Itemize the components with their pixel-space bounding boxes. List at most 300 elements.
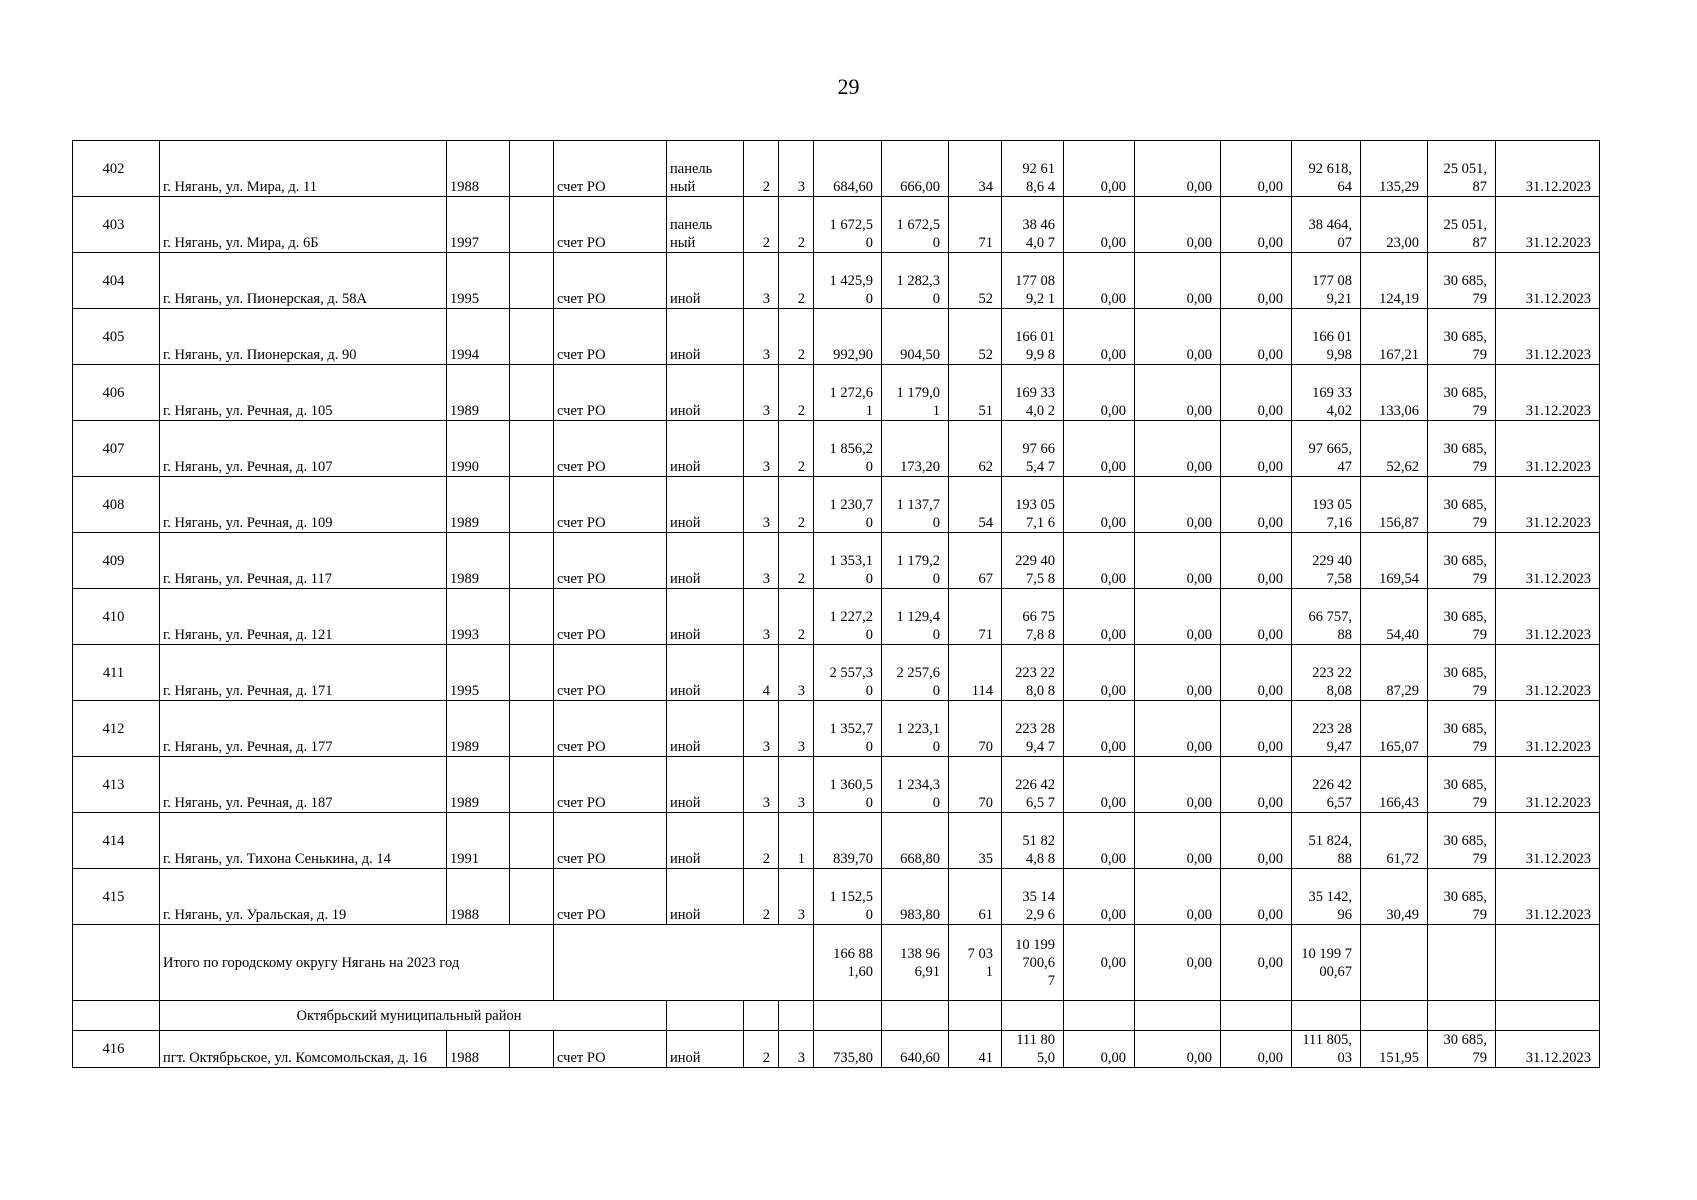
empty-cell: [510, 701, 554, 757]
year: 1988: [447, 141, 510, 197]
cost-municipal: 0,00: [1221, 1031, 1292, 1068]
empty-cell: [510, 813, 554, 869]
wall-material: иной: [667, 1031, 744, 1068]
address: г. Нягань, ул. Речная, д. 117: [160, 533, 447, 589]
cost-per-sqm: 30,49: [1361, 869, 1428, 925]
empty-cell: [744, 1001, 779, 1031]
wall-material: иной: [667, 365, 744, 421]
cost-owners: 229 407,58: [1292, 533, 1361, 589]
area-living: 983,80: [882, 869, 949, 925]
wall-material: иной: [667, 589, 744, 645]
residents: 34: [949, 141, 1002, 197]
cost-total: 97 665,4 7: [1002, 421, 1064, 477]
total-residents: 7 031: [949, 925, 1002, 1001]
table-row: [73, 141, 1600, 197]
address: г. Нягань, ул. Речная, д. 171: [160, 645, 447, 701]
area-total: 1 152,50: [814, 869, 882, 925]
cost-fund: 0,00: [1064, 197, 1135, 253]
address: г. Нягань, ул. Речная, д. 107: [160, 421, 447, 477]
cost-fund: 0,00: [1064, 141, 1135, 197]
row-number: 411: [73, 645, 160, 701]
empty-cell: [1002, 1001, 1064, 1031]
empty-cell: [510, 197, 554, 253]
completion-date: 31.12.2023: [1496, 1031, 1600, 1068]
year: 1989: [447, 757, 510, 813]
cost-limit: 30 685,79: [1428, 309, 1496, 365]
entrances: 2: [779, 365, 814, 421]
row-number: 410: [73, 589, 160, 645]
empty-cell: [510, 141, 554, 197]
cost-owners: 38 464,07: [1292, 197, 1361, 253]
area-total: 735,80: [814, 1031, 882, 1068]
wall-material: панель ный: [667, 141, 744, 197]
area-total: 2 557,30: [814, 645, 882, 701]
cost-owners: 111 805,03: [1292, 1031, 1361, 1068]
empty-cell: [73, 925, 160, 1001]
area-living: 1 179,20: [882, 533, 949, 589]
year: 1994: [447, 309, 510, 365]
entrances: 2: [779, 589, 814, 645]
address: г. Нягань, ул. Речная, д. 187: [160, 757, 447, 813]
cost-municipal: 0,00: [1221, 813, 1292, 869]
page-number: 29: [837, 74, 860, 99]
row-number: 406: [73, 365, 160, 421]
cost-municipal: 0,00: [1221, 365, 1292, 421]
empty-cell: [1361, 1001, 1428, 1031]
total-area: 166 881,60: [814, 925, 882, 1001]
cost-total: 223 289,4 7: [1002, 701, 1064, 757]
address: г. Нягань, ул. Речная, д. 177: [160, 701, 447, 757]
cost-regional: 0,00: [1135, 309, 1221, 365]
cost-owners: 223 228,08: [1292, 645, 1361, 701]
wall-material: иной: [667, 869, 744, 925]
area-total: 684,60: [814, 141, 882, 197]
cost-per-sqm: 133,06: [1361, 365, 1428, 421]
empty-cell: [949, 1001, 1002, 1031]
cost-limit: 25 051,87: [1428, 197, 1496, 253]
empty-cell: [510, 645, 554, 701]
empty-cell: [510, 869, 554, 925]
cost-municipal: 0,00: [1221, 197, 1292, 253]
total-cost-fund: 0,00: [1064, 925, 1135, 1001]
floors: 2: [744, 141, 779, 197]
cost-fund: 0,00: [1064, 309, 1135, 365]
cost-total: 166 019,9 8: [1002, 309, 1064, 365]
cost-regional: 0,00: [1135, 197, 1221, 253]
area-total: 1 230,70: [814, 477, 882, 533]
table-row: [73, 701, 1600, 757]
address: пгт. Октябрьское, ул. Комсомольская, д. 16: [160, 1031, 447, 1068]
cost-total: 169 334,0 2: [1002, 365, 1064, 421]
year: 1990: [447, 421, 510, 477]
empty-cell: [1221, 1001, 1292, 1031]
account-type: счет РО: [554, 141, 667, 197]
cost-regional: 0,00: [1135, 701, 1221, 757]
cost-limit: 30 685,79: [1428, 533, 1496, 589]
year: 1995: [447, 253, 510, 309]
table-row: [73, 813, 1600, 869]
cost-regional: 0,00: [1135, 869, 1221, 925]
residents: 71: [949, 197, 1002, 253]
row-number: 414: [73, 813, 160, 869]
cost-per-sqm: 135,29: [1361, 141, 1428, 197]
cost-fund: 0,00: [1064, 477, 1135, 533]
cost-regional: 0,00: [1135, 477, 1221, 533]
year: 1997: [447, 197, 510, 253]
row-number: 404: [73, 253, 160, 309]
wall-material: иной: [667, 645, 744, 701]
wall-material: иной: [667, 253, 744, 309]
row-number: 408: [73, 477, 160, 533]
account-type: счет РО: [554, 197, 667, 253]
wall-material: иной: [667, 701, 744, 757]
area-living: 904,50: [882, 309, 949, 365]
table-row: [73, 869, 1600, 925]
row-number: 407: [73, 421, 160, 477]
row-number: 416: [73, 1031, 160, 1068]
cost-per-sqm: 61,72: [1361, 813, 1428, 869]
floors: 2: [744, 197, 779, 253]
floors: 3: [744, 533, 779, 589]
floors: 3: [744, 477, 779, 533]
area-total: 1 227,20: [814, 589, 882, 645]
completion-date: 31.12.2023: [1496, 141, 1600, 197]
cost-limit: 25 051,87: [1428, 141, 1496, 197]
entrances: 2: [779, 477, 814, 533]
area-total: 992,90: [814, 309, 882, 365]
total-row: [73, 925, 1600, 1001]
cost-municipal: 0,00: [1221, 757, 1292, 813]
table-row: [73, 309, 1600, 365]
residents: 71: [949, 589, 1002, 645]
cost-owners: 92 618,64: [1292, 141, 1361, 197]
year: 1993: [447, 589, 510, 645]
cost-total: 229 407,5 8: [1002, 533, 1064, 589]
cost-regional: 0,00: [1135, 645, 1221, 701]
completion-date: 31.12.2023: [1496, 589, 1600, 645]
row-number: 405: [73, 309, 160, 365]
cost-total: 38 464,0 7: [1002, 197, 1064, 253]
account-type: счет РО: [554, 477, 667, 533]
table-row: [73, 645, 1600, 701]
completion-date: 31.12.2023: [1496, 533, 1600, 589]
area-total: 1 360,50: [814, 757, 882, 813]
floors: 4: [744, 645, 779, 701]
entrances: 1: [779, 813, 814, 869]
cost-municipal: 0,00: [1221, 141, 1292, 197]
floors: 3: [744, 365, 779, 421]
cost-regional: 0,00: [1135, 141, 1221, 197]
floors: 2: [744, 869, 779, 925]
empty-cell: [1496, 1001, 1600, 1031]
cost-municipal: 0,00: [1221, 421, 1292, 477]
district-row: [73, 1001, 1600, 1031]
address: г. Нягань, ул. Мира, д. 6Б: [160, 197, 447, 253]
table-row: [73, 1031, 1600, 1068]
cost-fund: 0,00: [1064, 365, 1135, 421]
empty-cell: [510, 477, 554, 533]
account-type: счет РО: [554, 309, 667, 365]
cost-per-sqm: 54,40: [1361, 589, 1428, 645]
completion-date: 31.12.2023: [1496, 645, 1600, 701]
cost-total: 35 142,9 6: [1002, 869, 1064, 925]
total-cost-regional: 0,00: [1135, 925, 1221, 1001]
cost-municipal: 0,00: [1221, 309, 1292, 365]
cost-limit: 30 685,79: [1428, 253, 1496, 309]
year: 1989: [447, 533, 510, 589]
empty-cell: [1428, 925, 1496, 1001]
cost-total: 226 426,5 7: [1002, 757, 1064, 813]
cost-owners: 177 089,21: [1292, 253, 1361, 309]
cost-per-sqm: 23,00: [1361, 197, 1428, 253]
floors: 2: [744, 1031, 779, 1068]
empty-cell: [1496, 925, 1600, 1001]
address: г. Нягань, ул. Уральская, д. 19: [160, 869, 447, 925]
year: 1988: [447, 1031, 510, 1068]
residents: 61: [949, 869, 1002, 925]
area-total: 839,70: [814, 813, 882, 869]
cost-fund: 0,00: [1064, 869, 1135, 925]
completion-date: 31.12.2023: [1496, 365, 1600, 421]
total-area-living: 138 966,91: [882, 925, 949, 1001]
wall-material: панель ный: [667, 197, 744, 253]
entrances: 3: [779, 869, 814, 925]
completion-date: 31.12.2023: [1496, 813, 1600, 869]
entrances: 2: [779, 421, 814, 477]
cost-limit: 30 685,79: [1428, 365, 1496, 421]
completion-date: 31.12.2023: [1496, 309, 1600, 365]
completion-date: 31.12.2023: [1496, 421, 1600, 477]
area-living: 1 137,70: [882, 477, 949, 533]
area-total: 1 272,61: [814, 365, 882, 421]
cost-per-sqm: 169,54: [1361, 533, 1428, 589]
account-type: счет РО: [554, 869, 667, 925]
year: 1991: [447, 813, 510, 869]
cost-regional: 0,00: [1135, 253, 1221, 309]
residents: 54: [949, 477, 1002, 533]
area-living: 1 282,30: [882, 253, 949, 309]
area-total: 1 352,70: [814, 701, 882, 757]
cost-total: 193 057,1 6: [1002, 477, 1064, 533]
table-row: [73, 477, 1600, 533]
empty-cell: [510, 309, 554, 365]
entrances: 3: [779, 757, 814, 813]
cost-regional: 0,00: [1135, 421, 1221, 477]
housing-register-table: [72, 140, 1600, 1068]
entrances: 3: [779, 1031, 814, 1068]
residents: 67: [949, 533, 1002, 589]
cost-limit: 30 685,79: [1428, 701, 1496, 757]
empty-cell: [779, 1001, 814, 1031]
row-number: 402: [73, 141, 160, 197]
area-total: 1 856,20: [814, 421, 882, 477]
address: г. Нягань, ул. Речная, д. 105: [160, 365, 447, 421]
row-number: 415: [73, 869, 160, 925]
floors: 3: [744, 421, 779, 477]
cost-fund: 0,00: [1064, 813, 1135, 869]
cost-per-sqm: 167,21: [1361, 309, 1428, 365]
area-living: 1 672,50: [882, 197, 949, 253]
cost-fund: 0,00: [1064, 589, 1135, 645]
residents: 62: [949, 421, 1002, 477]
area-living: 1 129,40: [882, 589, 949, 645]
account-type: счет РО: [554, 1031, 667, 1068]
row-number: 412: [73, 701, 160, 757]
completion-date: 31.12.2023: [1496, 869, 1600, 925]
cost-total: 51 824,8 8: [1002, 813, 1064, 869]
cost-per-sqm: 124,19: [1361, 253, 1428, 309]
cost-fund: 0,00: [1064, 533, 1135, 589]
area-living: 640,60: [882, 1031, 949, 1068]
cost-fund: 0,00: [1064, 701, 1135, 757]
empty-cell: [554, 925, 814, 1001]
empty-cell: [510, 421, 554, 477]
account-type: счет РО: [554, 421, 667, 477]
table-row: [73, 197, 1600, 253]
cost-regional: 0,00: [1135, 589, 1221, 645]
area-total: 1 353,10: [814, 533, 882, 589]
cost-fund: 0,00: [1064, 757, 1135, 813]
total-cost-municipal: 0,00: [1221, 925, 1292, 1001]
cost-limit: 30 685,79: [1428, 813, 1496, 869]
cost-per-sqm: 52,62: [1361, 421, 1428, 477]
cost-regional: 0,00: [1135, 757, 1221, 813]
cost-owners: 193 057,16: [1292, 477, 1361, 533]
account-type: счет РО: [554, 253, 667, 309]
account-type: счет РО: [554, 589, 667, 645]
cost-owners: 166 019,98: [1292, 309, 1361, 365]
cost-limit: 30 685,79: [1428, 869, 1496, 925]
cost-limit: 30 685,79: [1428, 1031, 1496, 1068]
cost-limit: 30 685,79: [1428, 645, 1496, 701]
empty-cell: [1361, 925, 1428, 1001]
residents: 41: [949, 1031, 1002, 1068]
account-type: счет РО: [554, 701, 667, 757]
cost-municipal: 0,00: [1221, 477, 1292, 533]
cost-municipal: 0,00: [1221, 589, 1292, 645]
entrances: 2: [779, 309, 814, 365]
floors: 3: [744, 253, 779, 309]
cost-total: 223 228,0 8: [1002, 645, 1064, 701]
cost-limit: 30 685,79: [1428, 477, 1496, 533]
wall-material: иной: [667, 477, 744, 533]
cost-per-sqm: 156,87: [1361, 477, 1428, 533]
wall-material: иной: [667, 533, 744, 589]
cost-municipal: 0,00: [1221, 533, 1292, 589]
district-label: Октябрьский муниципальный район: [160, 1001, 667, 1031]
residents: 114: [949, 645, 1002, 701]
address: г. Нягань, ул. Тихона Сенькина, д. 14: [160, 813, 447, 869]
empty-cell: [1292, 1001, 1361, 1031]
empty-cell: [667, 1001, 744, 1031]
address: г. Нягань, ул. Пионерская, д. 58А: [160, 253, 447, 309]
cost-per-sqm: 87,29: [1361, 645, 1428, 701]
table-row: [73, 589, 1600, 645]
cost-regional: 0,00: [1135, 1031, 1221, 1068]
entrances: 3: [779, 645, 814, 701]
cost-owners: 66 757,88: [1292, 589, 1361, 645]
row-number: 413: [73, 757, 160, 813]
area-total: 1 425,90: [814, 253, 882, 309]
wall-material: иной: [667, 813, 744, 869]
cost-municipal: 0,00: [1221, 645, 1292, 701]
cost-owners: 169 334,02: [1292, 365, 1361, 421]
empty-cell: [73, 1001, 160, 1031]
cost-limit: 30 685,79: [1428, 757, 1496, 813]
empty-cell: [510, 757, 554, 813]
cost-total: 92 618,6 4: [1002, 141, 1064, 197]
area-living: 1 234,30: [882, 757, 949, 813]
table-row: [73, 533, 1600, 589]
completion-date: 31.12.2023: [1496, 477, 1600, 533]
address: г. Нягань, ул. Речная, д. 109: [160, 477, 447, 533]
area-living: 173,20: [882, 421, 949, 477]
empty-cell: [814, 1001, 882, 1031]
cost-per-sqm: 166,43: [1361, 757, 1428, 813]
year: 1995: [447, 645, 510, 701]
floors: 3: [744, 589, 779, 645]
year: 1988: [447, 869, 510, 925]
cost-total: 66 757,8 8: [1002, 589, 1064, 645]
year: 1989: [447, 365, 510, 421]
floors: 3: [744, 701, 779, 757]
account-type: счет РО: [554, 757, 667, 813]
empty-cell: [510, 253, 554, 309]
entrances: 2: [779, 197, 814, 253]
cost-owners: 35 142,96: [1292, 869, 1361, 925]
wall-material: иной: [667, 421, 744, 477]
wall-material: иной: [667, 757, 744, 813]
account-type: счет РО: [554, 365, 667, 421]
floors: 3: [744, 757, 779, 813]
empty-cell: [882, 1001, 949, 1031]
cost-per-sqm: 151,95: [1361, 1031, 1428, 1068]
residents: 51: [949, 365, 1002, 421]
entrances: 3: [779, 701, 814, 757]
residents: 35: [949, 813, 1002, 869]
empty-cell: [1135, 1001, 1221, 1031]
entrances: 3: [779, 141, 814, 197]
area-total: 1 672,50: [814, 197, 882, 253]
cost-total: 177 089,2 1: [1002, 253, 1064, 309]
row-number: 403: [73, 197, 160, 253]
cost-fund: 0,00: [1064, 421, 1135, 477]
entrances: 2: [779, 253, 814, 309]
year: 1989: [447, 701, 510, 757]
total-cost-owners: 10 199 700,67: [1292, 925, 1361, 1001]
account-type: счет РО: [554, 645, 667, 701]
cost-municipal: 0,00: [1221, 253, 1292, 309]
account-type: счет РО: [554, 533, 667, 589]
cost-owners: 51 824,88: [1292, 813, 1361, 869]
empty-cell: [1428, 1001, 1496, 1031]
completion-date: 31.12.2023: [1496, 253, 1600, 309]
cost-per-sqm: 165,07: [1361, 701, 1428, 757]
cost-owners: 226 426,57: [1292, 757, 1361, 813]
cost-regional: 0,00: [1135, 533, 1221, 589]
total-label: Итого по городскому округу Нягань на 2023 год: [160, 925, 554, 1001]
wall-material: иной: [667, 309, 744, 365]
empty-cell: [510, 1031, 554, 1068]
floors: 3: [744, 309, 779, 365]
entrances: 2: [779, 533, 814, 589]
empty-cell: [510, 365, 554, 421]
completion-date: 31.12.2023: [1496, 701, 1600, 757]
cost-owners: 97 665,47: [1292, 421, 1361, 477]
account-type: счет РО: [554, 813, 667, 869]
completion-date: 31.12.2023: [1496, 197, 1600, 253]
area-living: 668,80: [882, 813, 949, 869]
